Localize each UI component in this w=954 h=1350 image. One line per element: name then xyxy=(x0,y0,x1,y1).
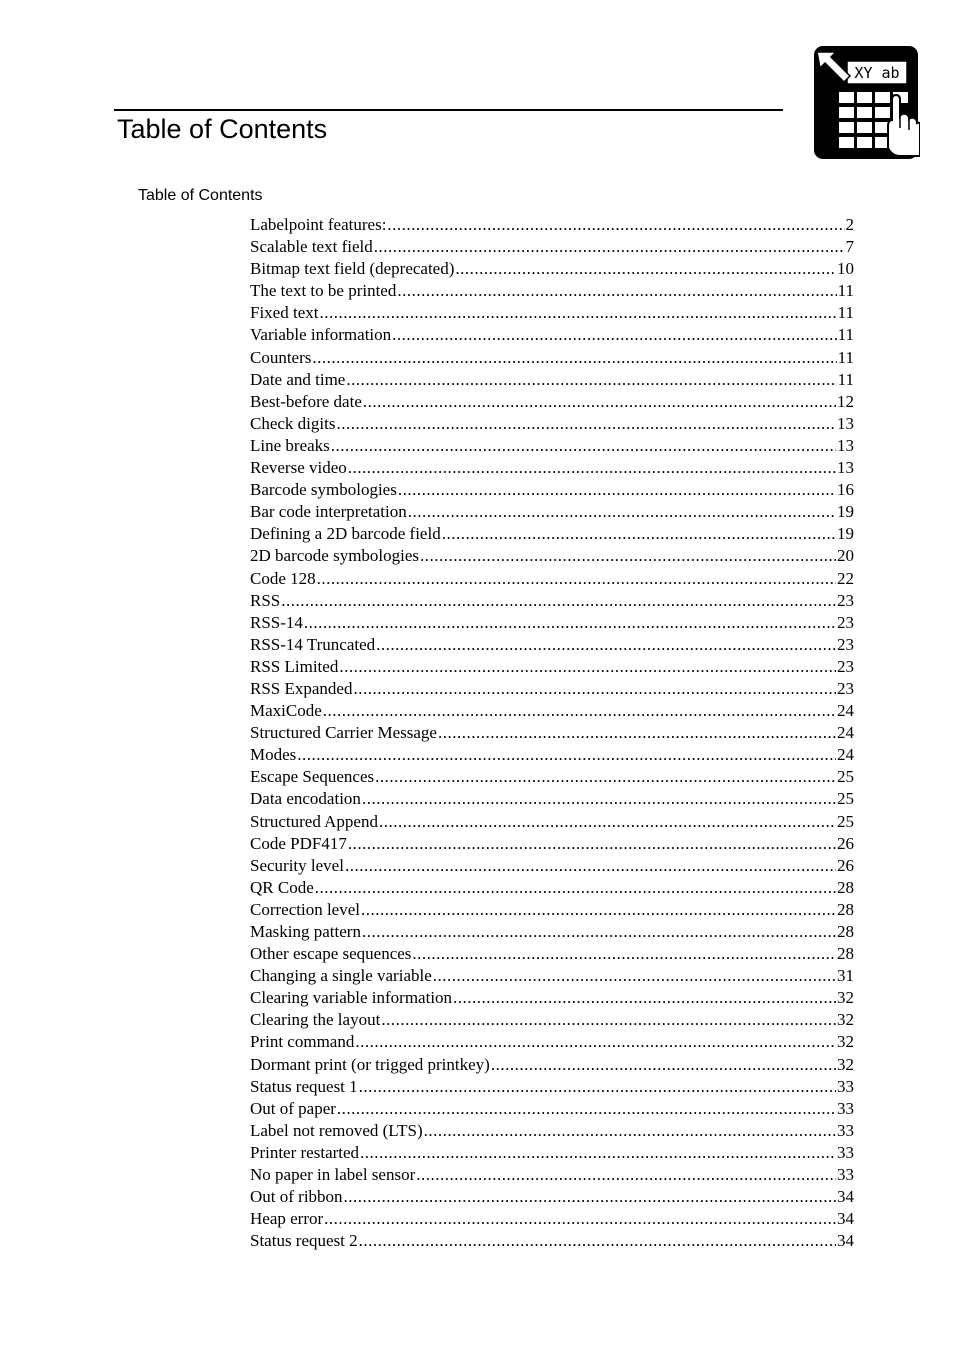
toc-entry-title: Print command xyxy=(250,1032,355,1052)
toc-list xyxy=(250,214,854,1252)
toc-entry[interactable] xyxy=(250,413,854,435)
toc-dot-leader xyxy=(348,833,836,855)
toc-entry[interactable] xyxy=(250,788,854,810)
toc-entry-title: Structured Append xyxy=(250,811,378,831)
toc-dot-leader xyxy=(323,700,836,722)
toc-entry[interactable] xyxy=(250,987,854,1009)
toc-dot-leader xyxy=(353,678,836,700)
toc-dot-leader xyxy=(359,1076,836,1098)
toc-entry[interactable] xyxy=(250,1009,854,1031)
toc-entry[interactable] xyxy=(250,545,854,567)
toc-entry-title: Changing a single variable xyxy=(250,966,432,986)
toc-entry-page: 25 xyxy=(837,811,854,831)
toc-entry-title: Line breaks xyxy=(250,435,330,455)
toc-entry-title: Status request 1 xyxy=(250,1076,358,1096)
toc-entry[interactable] xyxy=(250,324,854,346)
toc-dot-leader xyxy=(297,744,836,766)
toc-dot-leader xyxy=(360,1142,836,1164)
toc-dot-leader xyxy=(281,590,836,612)
toc-entry-title: MaxiCode xyxy=(250,701,322,721)
toc-dot-leader xyxy=(433,965,836,987)
toc-entry-page: 28 xyxy=(837,922,854,941)
toc-entry[interactable] xyxy=(250,479,854,501)
toc-entry-title: RSS Limited xyxy=(250,656,339,676)
toc-entry[interactable] xyxy=(250,965,854,987)
toc-entry[interactable] xyxy=(250,1186,854,1208)
toc-dot-leader xyxy=(324,1208,836,1230)
toc-entry-title: 2D barcode symbologies xyxy=(250,546,420,566)
toc-entry-page: 25 xyxy=(837,789,854,809)
toc-entry[interactable] xyxy=(250,1076,854,1098)
toc-entry-page: 24 xyxy=(837,745,854,765)
toc-entry-page: 24 xyxy=(837,701,854,721)
toc-entry[interactable] xyxy=(250,1142,854,1164)
toc-entry[interactable] xyxy=(250,523,854,545)
toc-entry-page: 23 xyxy=(837,612,854,632)
toc-entry[interactable] xyxy=(250,568,854,590)
toc-dot-leader xyxy=(408,501,836,523)
toc-entry-page: 33 xyxy=(837,1142,854,1162)
toc-dot-leader xyxy=(319,302,836,324)
toc-dot-leader xyxy=(361,899,836,921)
toc-entry[interactable] xyxy=(250,678,854,700)
toc-entry[interactable] xyxy=(250,1120,854,1142)
toc-entry[interactable] xyxy=(250,700,854,722)
toc-entry[interactable] xyxy=(250,258,854,280)
toc-entry-title: Status request 2 xyxy=(250,1231,358,1251)
toc-dot-leader xyxy=(359,1230,836,1252)
toc-entry[interactable] xyxy=(250,1230,854,1252)
toc-dot-leader xyxy=(374,236,845,258)
toc-entry-page: 2 xyxy=(845,215,854,234)
toc-entry-title: Data encodation xyxy=(250,789,361,809)
toc-dot-leader xyxy=(453,987,836,1009)
toc-dot-leader xyxy=(362,921,836,943)
toc-entry-page: 31 xyxy=(837,966,854,986)
toc-entry[interactable] xyxy=(250,1208,854,1230)
toc-dot-leader xyxy=(346,369,836,391)
toc-dot-leader xyxy=(392,324,836,346)
toc-entry[interactable] xyxy=(250,744,854,766)
title-rule xyxy=(114,109,783,111)
toc-entry-title: RSS xyxy=(250,590,281,610)
toc-entry-title: Correction level xyxy=(250,899,360,919)
toc-entry-page: 11 xyxy=(837,369,854,389)
toc-dot-leader xyxy=(315,877,836,899)
toc-entry-title: Heap error xyxy=(250,1209,324,1229)
toc-entry-page: 11 xyxy=(837,303,854,323)
toc-dot-leader xyxy=(379,811,836,833)
toc-entry-title: Other escape sequences xyxy=(250,944,412,964)
toc-entry-page: 26 xyxy=(837,855,854,875)
toc-dot-leader xyxy=(331,435,836,457)
toc-dot-leader xyxy=(348,457,836,479)
toc-entry-title: Check digits xyxy=(250,413,336,433)
toc-entry-title: RSS Expanded xyxy=(250,678,353,698)
toc-entry[interactable] xyxy=(250,921,854,943)
toc-entry-page: 28 xyxy=(837,877,854,897)
toc-entry-title: Label not removed (LTS) xyxy=(250,1120,423,1140)
toc-dot-leader xyxy=(375,766,836,788)
toc-entry-title: Code 128 xyxy=(250,568,316,588)
toc-entry[interactable] xyxy=(250,943,854,965)
toc-entry-page: 33 xyxy=(837,1120,854,1140)
toc-entry[interactable] xyxy=(250,855,854,877)
toc-dot-leader xyxy=(336,413,836,435)
toc-entry[interactable] xyxy=(250,656,854,678)
toc-entry-title: Printer restarted xyxy=(250,1142,360,1162)
toc-entry-title: Clearing variable information xyxy=(250,988,453,1008)
toc-dot-leader xyxy=(339,656,836,678)
toc-entry-page: 22 xyxy=(837,568,854,588)
toc-entry-title: Out of ribbon xyxy=(250,1187,343,1207)
toc-dot-leader xyxy=(442,523,836,545)
toc-entry[interactable] xyxy=(250,435,854,457)
toc-entry-page: 32 xyxy=(837,1054,854,1074)
toc-entry[interactable] xyxy=(250,457,854,479)
toc-entry[interactable] xyxy=(250,214,854,236)
toc-entry[interactable] xyxy=(250,899,854,921)
toc-entry-page: 11 xyxy=(837,325,854,345)
toc-entry-title: Masking pattern xyxy=(250,922,361,941)
toc-dot-leader xyxy=(398,479,836,501)
toc-dot-leader xyxy=(381,1009,836,1031)
toc-entry[interactable] xyxy=(250,501,854,523)
toc-entry[interactable] xyxy=(250,590,854,612)
toc-entry-title: Scalable text field xyxy=(250,237,373,257)
toc-entry-title: Barcode symbologies xyxy=(250,480,397,500)
toc-dot-leader xyxy=(363,391,836,413)
toc-entry-page: 28 xyxy=(837,944,854,964)
page-title: Table of Contents xyxy=(117,114,328,144)
toc-entry-page: 32 xyxy=(837,1032,854,1052)
toc-entry-title: Fixed text xyxy=(250,303,319,323)
toc-entry-page: 34 xyxy=(837,1231,854,1251)
toc-entry-title: Clearing the layout xyxy=(250,1010,381,1030)
toc-entry[interactable] xyxy=(250,811,854,833)
toc-entry[interactable] xyxy=(250,612,854,634)
toc-entry-page: 20 xyxy=(837,546,854,566)
toc-entry-page: 11 xyxy=(837,347,854,367)
toc-dot-leader xyxy=(397,280,836,302)
toc-entry-page: 11 xyxy=(837,281,854,301)
toc-entry-title: Best-before date xyxy=(250,391,362,411)
toc-entry[interactable] xyxy=(250,1098,854,1120)
toc-entry-page: 10 xyxy=(837,259,854,279)
toc-entry[interactable] xyxy=(250,236,854,258)
toc-entry-title: Counters xyxy=(250,347,312,367)
toc-entry-page: 23 xyxy=(837,656,854,676)
toc-entry-title: Security level xyxy=(250,855,344,875)
toc-entry-page: 33 xyxy=(837,1098,854,1118)
toc-entry-title: Out of paper xyxy=(250,1098,336,1118)
toc-dot-leader xyxy=(387,214,844,236)
toc-entry-page: 26 xyxy=(837,833,854,853)
toc-entry-title: Bitmap text field (deprecated) xyxy=(250,259,455,279)
toc-dot-leader xyxy=(312,347,836,369)
toc-entry[interactable] xyxy=(250,302,854,324)
toc-entry-page: 32 xyxy=(837,988,854,1008)
toc-entry-page: 19 xyxy=(837,524,854,544)
toc-entry-title: Date and time xyxy=(250,369,346,389)
toc-entry-page: 19 xyxy=(837,502,854,522)
toc-entry-title: RSS-14 xyxy=(250,612,303,632)
toc-entry[interactable] xyxy=(250,1031,854,1053)
toc-entry-title: Bar code interpretation xyxy=(250,502,407,522)
toc-entry-page: 23 xyxy=(837,678,854,698)
toc-dot-leader xyxy=(416,1164,836,1186)
toc-dot-leader xyxy=(337,1098,836,1120)
toc-dot-leader xyxy=(355,1031,836,1053)
toc-entry[interactable] xyxy=(250,722,854,744)
toc-entry-page: 24 xyxy=(837,723,854,743)
toc-entry-title: Defining a 2D barcode field xyxy=(250,524,441,544)
toc-entry-page: 13 xyxy=(837,435,854,455)
toc-entry[interactable] xyxy=(250,347,854,369)
toc-dot-leader xyxy=(420,545,836,567)
toc-entry-title: Modes xyxy=(250,745,297,765)
toc-dot-leader xyxy=(424,1120,836,1142)
toc-entry-page: 34 xyxy=(837,1209,854,1229)
toc-entry-title: Structured Carrier Message xyxy=(250,723,437,743)
toc-entry-page: 32 xyxy=(837,1010,854,1030)
toc-entry[interactable] xyxy=(250,1164,854,1186)
toc-entry[interactable] xyxy=(250,1054,854,1076)
toc-heading: Table of Contents xyxy=(138,187,263,204)
toc-entry-page: 28 xyxy=(837,899,854,919)
toc-entry-title: RSS-14 Truncated xyxy=(250,634,376,654)
toc-dot-leader xyxy=(317,568,836,590)
toc-dot-leader xyxy=(376,634,836,656)
toc-dot-leader xyxy=(362,788,836,810)
label-grid-pointer-icon xyxy=(812,44,920,161)
toc-entry[interactable] xyxy=(250,369,854,391)
toc-entry[interactable] xyxy=(250,833,854,855)
toc-entry-title: Code PDF417 xyxy=(250,833,347,853)
toc-entry-page: 23 xyxy=(837,634,854,654)
toc-dot-leader xyxy=(345,855,836,877)
toc-entry[interactable] xyxy=(250,766,854,788)
toc-entry[interactable] xyxy=(250,877,854,899)
logo-text: XY ab xyxy=(854,64,900,82)
toc-entry-title: QR Code xyxy=(250,877,314,897)
toc-entry-page: 16 xyxy=(837,480,854,500)
toc-dot-leader xyxy=(455,258,836,280)
toc-dot-leader xyxy=(304,612,836,634)
toc-entry[interactable] xyxy=(250,280,854,302)
toc-entry-title: Reverse video xyxy=(250,458,347,478)
toc-entry[interactable] xyxy=(250,634,854,656)
toc-entry-page: 33 xyxy=(837,1165,854,1185)
toc-entry-page: 33 xyxy=(837,1076,854,1096)
toc-entry-title: Labelpoint features: xyxy=(250,215,387,234)
toc-entry-title: Escape Sequences xyxy=(250,767,375,787)
toc-entry-page: 13 xyxy=(837,413,854,433)
toc-dot-leader xyxy=(412,943,836,965)
toc-dot-leader xyxy=(344,1186,836,1208)
toc-entry-page: 23 xyxy=(837,590,854,610)
toc-dot-leader xyxy=(438,722,836,744)
toc-dot-leader xyxy=(491,1054,836,1076)
toc-entry-title: No paper in label sensor xyxy=(250,1165,416,1185)
toc-entry-title: Dormant print (or trigged printkey) xyxy=(250,1054,490,1074)
toc-entry-page: 25 xyxy=(837,767,854,787)
toc-entry-title: Variable information xyxy=(250,325,392,345)
toc-entry-page: 34 xyxy=(837,1187,854,1207)
toc-entry-title: The text to be printed xyxy=(250,281,397,301)
toc-entry-page: 12 xyxy=(837,391,854,411)
toc-entry[interactable] xyxy=(250,391,854,413)
toc-entry-page: 7 xyxy=(845,237,854,257)
toc-entry-page: 13 xyxy=(837,458,854,478)
